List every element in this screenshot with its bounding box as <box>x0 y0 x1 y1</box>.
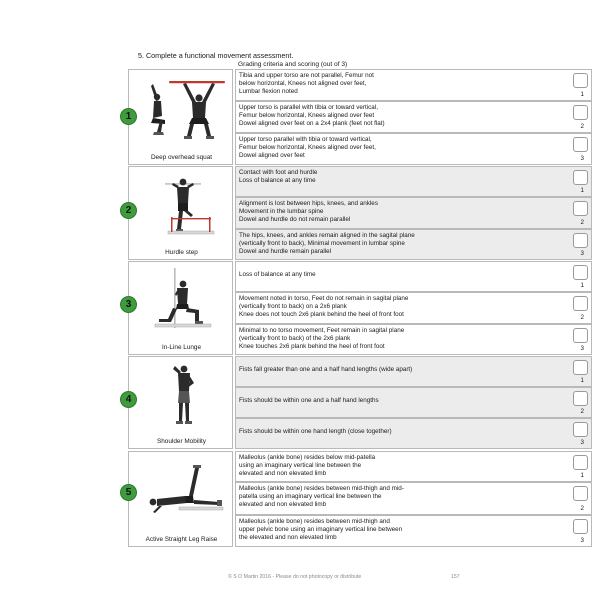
test-image-cell <box>128 69 233 165</box>
test-image-cell <box>128 166 233 260</box>
score-checkbox[interactable] <box>573 360 588 375</box>
test-name: In-Line Lunge <box>161 344 202 351</box>
criteria-line: Malleolus (ankle bone) resides between mid-thigh and <box>239 518 390 525</box>
criteria-line: Dowel and hurdle remain parallel <box>239 248 332 255</box>
score-checkbox[interactable] <box>573 73 588 88</box>
test-number-badge: 5 <box>120 484 137 501</box>
score-value: 3 <box>580 439 584 446</box>
test-number-badge: 2 <box>120 202 137 219</box>
criteria-line: elevated and non elevated limb <box>239 470 327 477</box>
score-checkbox[interactable] <box>573 201 588 216</box>
score-checkbox[interactable] <box>573 422 588 437</box>
criteria-row <box>235 69 592 101</box>
criteria-line: the elevated and non elevated limb <box>239 534 337 541</box>
criteria-line: Femur below horizontal, Knees aligned over feet, <box>239 144 376 151</box>
criteria-line: elevated and non elevated limb <box>239 501 327 508</box>
in-line-lunge-figure <box>139 266 225 342</box>
criteria-line: below horizontal, Knees not aligned over feet, <box>239 80 367 87</box>
score-value: 3 <box>580 250 584 257</box>
criteria-line: Dowel and hurdle do not remain parallel <box>239 216 351 223</box>
criteria-row <box>235 324 592 355</box>
criteria-line: Loss of balance at any time <box>239 271 316 278</box>
criteria-line: Knee touches 2x6 plank behind the heel of front foot <box>239 343 385 350</box>
score-checkbox[interactable] <box>573 170 588 185</box>
criteria-line: (vertically front to back) of the 2x6 plank <box>239 335 351 342</box>
test-section-2 <box>125 166 584 260</box>
test-section-5 <box>125 451 584 547</box>
test-name: Shoulder Mobility <box>156 438 207 445</box>
criteria-line: Dowel aligned over feet on a 2x4 plank (feet not flat) <box>239 120 385 127</box>
criteria-line: Minimal to no torso movement, Feet remain in sagital plane <box>239 327 405 334</box>
score-value: 2 <box>580 123 584 130</box>
criteria-row <box>235 387 592 418</box>
criteria-line: Fists should be within one and a half hand lengths <box>239 397 379 404</box>
test-number-badge: 4 <box>120 391 137 408</box>
score-value: 3 <box>580 345 584 352</box>
test-name: Active Straight Leg Raise <box>145 536 218 543</box>
criteria-row <box>235 482 592 515</box>
assessment-heading: 5. Complete a functional movement assessment. <box>138 51 294 60</box>
test-number-badge: 1 <box>120 108 137 125</box>
test-name: Deep overhead squat <box>150 154 213 161</box>
criteria-line: patella using an imaginary vertical line between the <box>239 493 382 500</box>
test-section-4 <box>125 356 584 449</box>
score-checkbox[interactable] <box>573 265 588 280</box>
test-image-cell <box>128 451 233 547</box>
score-checkbox[interactable] <box>573 391 588 406</box>
shoulder-mobility-figure <box>139 361 225 437</box>
score-value: 1 <box>580 377 584 384</box>
criteria-row <box>235 261 592 292</box>
overhead-squat-figure <box>139 74 225 150</box>
score-value: 2 <box>580 505 584 512</box>
criteria-line: using an imaginary vertical line between the <box>239 462 362 469</box>
score-checkbox[interactable] <box>573 486 588 501</box>
criteria-line: Upper torso is parallel with tibia or toward vertical, <box>239 104 378 111</box>
criteria-line: (vertically front to back), Minimal movement in lumbar spine <box>239 240 405 247</box>
score-value: 2 <box>580 314 584 321</box>
criteria-row <box>235 229 592 260</box>
score-value: 2 <box>580 219 584 226</box>
active-straight-leg-raise-figure <box>139 456 225 532</box>
test-section-1 <box>125 69 584 165</box>
test-name: Hurdle step <box>165 249 198 256</box>
score-value: 1 <box>580 282 584 289</box>
hurdle-step-figure <box>139 171 225 247</box>
criteria-line: Malleolus (ankle bone) resides below mid-patella <box>239 454 376 461</box>
criteria-line: Dowel aligned over feet <box>239 152 305 159</box>
score-checkbox[interactable] <box>573 296 588 311</box>
test-section-3 <box>125 261 584 355</box>
criteria-line: upper pelvic bone using an imaginary vertical line between <box>239 526 403 533</box>
criteria-line: Upper torso parallel with tibia or toward vertical, <box>239 136 372 143</box>
score-value: 1 <box>580 91 584 98</box>
criteria-row <box>235 418 592 449</box>
criteria-line: Movement noted in torso, Feet do not remain in sagital plane <box>239 295 409 302</box>
score-checkbox[interactable] <box>573 233 588 248</box>
criteria-row <box>235 101 592 133</box>
score-checkbox[interactable] <box>573 137 588 152</box>
criteria-row <box>235 133 592 165</box>
criteria-line: Movement in the lumbar spine <box>239 208 324 215</box>
test-image-cell <box>128 261 233 355</box>
criteria-row <box>235 451 592 482</box>
page-number: 157 <box>451 574 460 580</box>
score-checkbox[interactable] <box>573 105 588 120</box>
criteria-line: Femur below horizontal, Knees aligned over feet <box>239 112 375 119</box>
criteria-row <box>235 166 592 197</box>
score-value: 3 <box>580 155 584 162</box>
criteria-row <box>235 197 592 229</box>
criteria-line: Contact with foot and hurdle <box>239 169 318 176</box>
criteria-line: Lumbar flexion noted <box>239 88 298 95</box>
score-value: 2 <box>580 408 584 415</box>
criteria-row <box>235 356 592 387</box>
score-checkbox[interactable] <box>573 519 588 534</box>
criteria-row <box>235 515 592 547</box>
criteria-line: Fists should be within one hand length (close together) <box>239 428 392 435</box>
score-checkbox[interactable] <box>573 328 588 343</box>
criteria-line: Alignment is lost between hips, knees, and ankles <box>239 200 378 207</box>
criteria-line: The hips, knees, and ankles remain aligned in the sagital plane <box>239 232 415 239</box>
criteria-line: Loss of balance at any time <box>239 177 316 184</box>
grading-subheading: Grading criteria and scoring (out of 3) <box>238 61 348 68</box>
criteria-line: Malleolus (ankle bone) resides between mid-thigh and mid- <box>239 485 404 492</box>
criteria-row <box>235 292 592 324</box>
criteria-line: Fists fall greater than one and a half hand lengths (wide apart) <box>239 366 413 373</box>
criteria-line: Knee does not touch 2x6 plank behind the heel of front foot <box>239 311 404 318</box>
test-image-cell <box>128 356 233 449</box>
score-value: 3 <box>580 537 584 544</box>
copyright-notice: © S O Martin 2016 - Please do not photocopy or distribute <box>228 574 362 580</box>
test-number-badge: 3 <box>120 296 137 313</box>
criteria-line: Tibia and upper torso are not parallel, Femur not <box>239 72 374 79</box>
score-checkbox[interactable] <box>573 455 588 470</box>
criteria-line: (vertically front to back) on a 2x6 plank <box>239 303 347 310</box>
score-value: 1 <box>580 187 584 194</box>
score-value: 1 <box>580 472 584 479</box>
